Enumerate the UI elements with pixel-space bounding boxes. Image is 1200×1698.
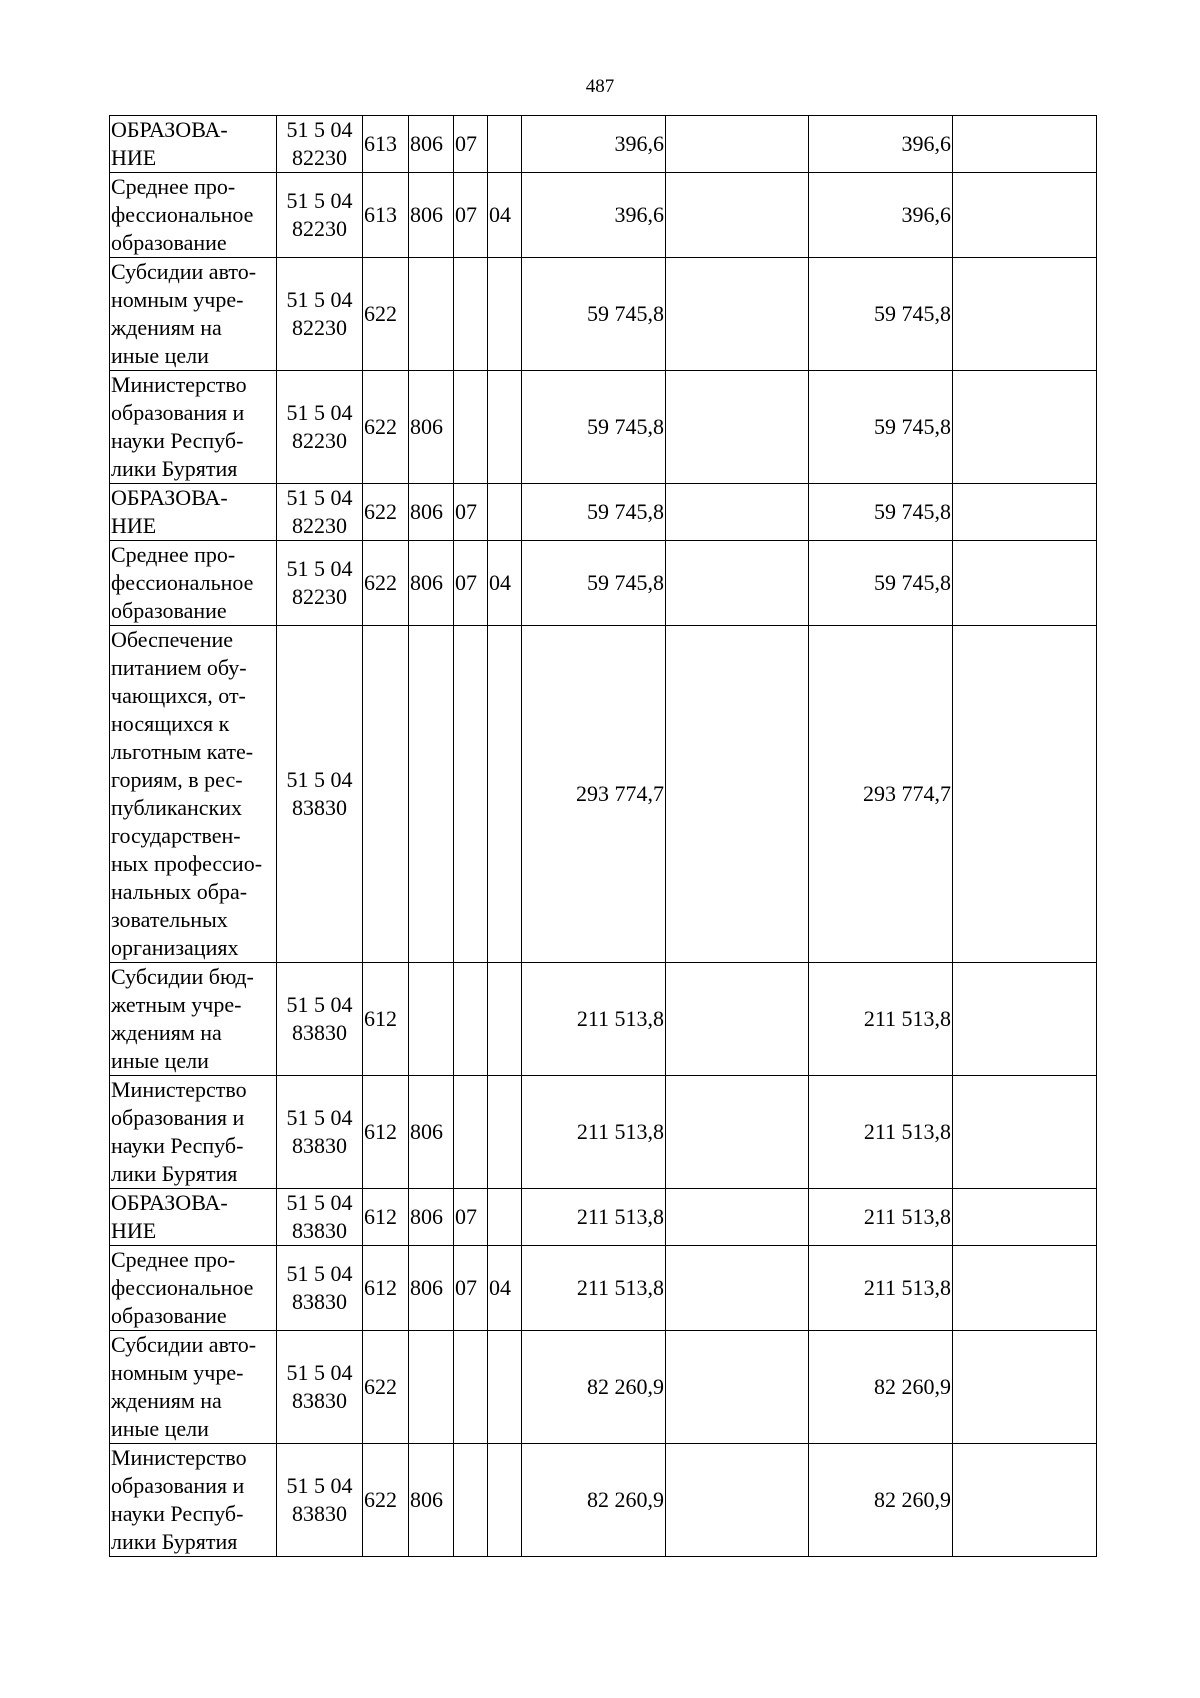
target-article-code-cell: 51 5 04 83830 — [277, 1076, 363, 1189]
table-row — [110, 1189, 1097, 1246]
amount-cell-2 — [666, 371, 809, 484]
expense-type-cell: 612 — [363, 1246, 409, 1331]
row-name-cell: ОБРАЗОВА- НИЕ — [110, 116, 277, 173]
administrator-code-cell — [409, 1331, 454, 1444]
amount-cell-3: 211 513,8 — [809, 1246, 953, 1331]
amount-cell-1: 293 774,7 — [522, 626, 666, 963]
section-code-cell — [454, 963, 488, 1076]
section-code-cell: 07 — [454, 173, 488, 258]
row-name-cell: Среднее про- фессиональное образование — [110, 1246, 277, 1331]
section-code-cell: 07 — [454, 541, 488, 626]
amount-cell-2 — [666, 963, 809, 1076]
amount-cell-4 — [953, 484, 1097, 541]
section-code-cell — [454, 1444, 488, 1557]
amount-cell-1: 396,6 — [522, 173, 666, 258]
amount-cell-2 — [666, 626, 809, 963]
subsection-code-cell: 04 — [488, 173, 522, 258]
amount-cell-1: 211 513,8 — [522, 1076, 666, 1189]
row-name-cell: Субсидии авто- номным учре- ждениям на иные цели — [110, 1331, 277, 1444]
subsection-code-cell — [488, 1189, 522, 1246]
amount-cell-1: 82 260,9 — [522, 1331, 666, 1444]
budget-table — [109, 115, 1097, 1557]
subsection-code-cell — [488, 484, 522, 541]
table-row — [110, 1246, 1097, 1331]
row-name-cell: Среднее про- фессиональное образование — [110, 541, 277, 626]
amount-cell-3: 82 260,9 — [809, 1444, 953, 1557]
amount-cell-4 — [953, 963, 1097, 1076]
amount-cell-4 — [953, 541, 1097, 626]
administrator-code-cell — [409, 626, 454, 963]
subsection-code-cell — [488, 1076, 522, 1189]
amount-cell-1: 59 745,8 — [522, 541, 666, 626]
row-name-cell: Министерство образования и науки Респуб- лики Бурятия — [110, 371, 277, 484]
amount-cell-2 — [666, 173, 809, 258]
table-row — [110, 963, 1097, 1076]
administrator-code-cell: 806 — [409, 173, 454, 258]
section-code-cell — [454, 1076, 488, 1189]
table-row — [110, 541, 1097, 626]
amount-cell-4 — [953, 116, 1097, 173]
amount-cell-2 — [666, 116, 809, 173]
target-article-code-cell: 51 5 04 83830 — [277, 626, 363, 963]
expense-type-cell: 612 — [363, 1189, 409, 1246]
subsection-code-cell — [488, 258, 522, 371]
amount-cell-2 — [666, 541, 809, 626]
amount-cell-3: 59 745,8 — [809, 541, 953, 626]
administrator-code-cell — [409, 258, 454, 371]
table-row — [110, 371, 1097, 484]
subsection-code-cell: 04 — [488, 1246, 522, 1331]
expense-type-cell: 622 — [363, 1331, 409, 1444]
amount-cell-3: 396,6 — [809, 173, 953, 258]
subsection-code-cell — [488, 626, 522, 963]
amount-cell-2 — [666, 1331, 809, 1444]
table-body — [110, 116, 1097, 1557]
section-code-cell: 07 — [454, 116, 488, 173]
row-name-cell: Среднее про- фессиональное образование — [110, 173, 277, 258]
amount-cell-2 — [666, 484, 809, 541]
target-article-code-cell: 51 5 04 83830 — [277, 1246, 363, 1331]
target-article-code-cell: 51 5 04 83830 — [277, 963, 363, 1076]
amount-cell-2 — [666, 1444, 809, 1557]
expense-type-cell: 622 — [363, 258, 409, 371]
administrator-code-cell — [409, 963, 454, 1076]
section-code-cell — [454, 371, 488, 484]
amount-cell-4 — [953, 258, 1097, 371]
subsection-code-cell — [488, 116, 522, 173]
amount-cell-4 — [953, 173, 1097, 258]
target-article-code-cell: 51 5 04 83830 — [277, 1331, 363, 1444]
target-article-code-cell: 51 5 04 82230 — [277, 541, 363, 626]
subsection-code-cell — [488, 1444, 522, 1557]
amount-cell-2 — [666, 1246, 809, 1331]
amount-cell-3: 59 745,8 — [809, 484, 953, 541]
target-article-code-cell: 51 5 04 82230 — [277, 258, 363, 371]
expense-type-cell: 622 — [363, 371, 409, 484]
row-name-cell: Субсидии авто- номным учре- ждениям на иные цели — [110, 258, 277, 371]
section-code-cell: 07 — [454, 1189, 488, 1246]
amount-cell-1: 211 513,8 — [522, 1189, 666, 1246]
amount-cell-4 — [953, 1444, 1097, 1557]
amount-cell-4 — [953, 371, 1097, 484]
amount-cell-4 — [953, 626, 1097, 963]
administrator-code-cell: 806 — [409, 541, 454, 626]
page-number: 487 — [585, 76, 615, 97]
amount-cell-3: 211 513,8 — [809, 963, 953, 1076]
administrator-code-cell: 806 — [409, 1444, 454, 1557]
expense-type-cell: 622 — [363, 484, 409, 541]
subsection-code-cell — [488, 371, 522, 484]
target-article-code-cell: 51 5 04 83830 — [277, 1189, 363, 1246]
section-code-cell — [454, 626, 488, 963]
amount-cell-2 — [666, 258, 809, 371]
section-code-cell — [454, 1331, 488, 1444]
row-name-cell: Министерство образования и науки Респуб- лики Бурятия — [110, 1076, 277, 1189]
amount-cell-2 — [666, 1189, 809, 1246]
subsection-code-cell — [488, 1331, 522, 1444]
expense-type-cell: 612 — [363, 963, 409, 1076]
expense-type-cell: 613 — [363, 116, 409, 173]
amount-cell-3: 82 260,9 — [809, 1331, 953, 1444]
table-row — [110, 1444, 1097, 1557]
administrator-code-cell: 806 — [409, 1076, 454, 1189]
table-row — [110, 258, 1097, 371]
amount-cell-3: 293 774,7 — [809, 626, 953, 963]
row-name-cell: ОБРАЗОВА- НИЕ — [110, 484, 277, 541]
expense-type-cell — [363, 626, 409, 963]
section-code-cell: 07 — [454, 484, 488, 541]
table-row — [110, 1331, 1097, 1444]
amount-cell-1: 82 260,9 — [522, 1444, 666, 1557]
expense-type-cell: 622 — [363, 541, 409, 626]
amount-cell-1: 59 745,8 — [522, 371, 666, 484]
row-name-cell: Субсидии бюд- жетным учре- ждениям на иные цели — [110, 963, 277, 1076]
subsection-code-cell — [488, 963, 522, 1076]
amount-cell-4 — [953, 1246, 1097, 1331]
amount-cell-4 — [953, 1076, 1097, 1189]
expense-type-cell: 613 — [363, 173, 409, 258]
amount-cell-1: 59 745,8 — [522, 258, 666, 371]
amount-cell-1: 211 513,8 — [522, 963, 666, 1076]
target-article-code-cell: 51 5 04 82230 — [277, 484, 363, 541]
amount-cell-3: 211 513,8 — [809, 1189, 953, 1246]
amount-cell-1: 59 745,8 — [522, 484, 666, 541]
administrator-code-cell: 806 — [409, 1246, 454, 1331]
administrator-code-cell: 806 — [409, 371, 454, 484]
amount-cell-1: 211 513,8 — [522, 1246, 666, 1331]
row-name-cell: Обеспечение питанием обу- чающихся, от- носящихся к льготным кате- гориям, в рес- публиканских государствен- ных профессио- нальных обра- зовательных организациях — [110, 626, 277, 963]
administrator-code-cell: 806 — [409, 484, 454, 541]
amount-cell-2 — [666, 1076, 809, 1189]
table-row — [110, 1076, 1097, 1189]
amount-cell-4 — [953, 1331, 1097, 1444]
expense-type-cell: 622 — [363, 1444, 409, 1557]
target-article-code-cell: 51 5 04 82230 — [277, 371, 363, 484]
row-name-cell: Министерство образования и науки Респуб- лики Бурятия — [110, 1444, 277, 1557]
row-name-cell: ОБРАЗОВА- НИЕ — [110, 1189, 277, 1246]
amount-cell-3: 59 745,8 — [809, 258, 953, 371]
target-article-code-cell: 51 5 04 82230 — [277, 173, 363, 258]
amount-cell-4 — [953, 1189, 1097, 1246]
expense-type-cell: 612 — [363, 1076, 409, 1189]
subsection-code-cell: 04 — [488, 541, 522, 626]
administrator-code-cell: 806 — [409, 1189, 454, 1246]
table-row — [110, 626, 1097, 963]
target-article-code-cell: 51 5 04 82230 — [277, 116, 363, 173]
amount-cell-3: 396,6 — [809, 116, 953, 173]
table-row — [110, 484, 1097, 541]
amount-cell-1: 396,6 — [522, 116, 666, 173]
section-code-cell — [454, 258, 488, 371]
amount-cell-3: 211 513,8 — [809, 1076, 953, 1189]
table-row — [110, 116, 1097, 173]
table-row — [110, 173, 1097, 258]
target-article-code-cell: 51 5 04 83830 — [277, 1444, 363, 1557]
amount-cell-3: 59 745,8 — [809, 371, 953, 484]
administrator-code-cell: 806 — [409, 116, 454, 173]
section-code-cell: 07 — [454, 1246, 488, 1331]
